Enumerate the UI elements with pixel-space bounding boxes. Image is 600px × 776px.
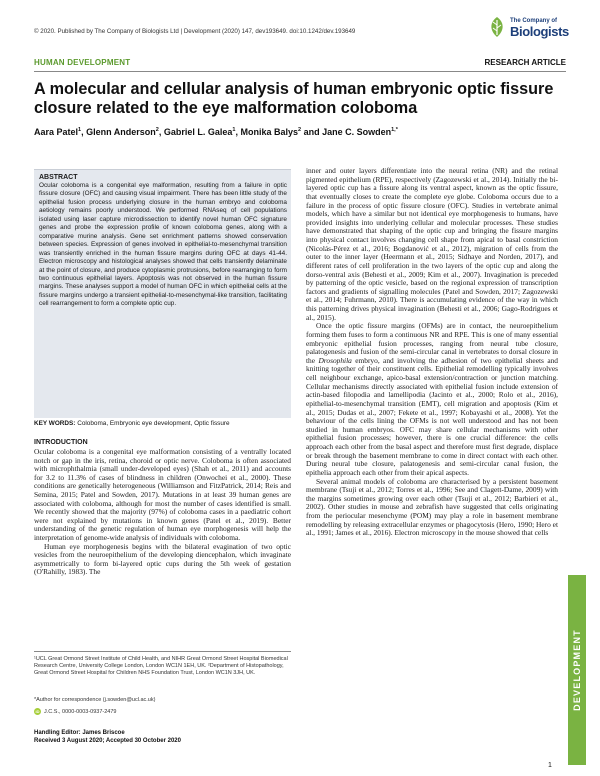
footnote-divider — [34, 651, 291, 652]
copyright-line: © 2020. Published by The Company of Biologists Ltd | Development (2020) 147, dev193649. doi:10.1242/dev.193649 — [34, 28, 356, 35]
header-divider — [34, 71, 566, 72]
orcid-icon: iD — [35, 709, 40, 714]
orcid-line[interactable] — [34, 708, 291, 715]
right-column-body — [306, 167, 558, 538]
body-paragraph — [306, 322, 558, 477]
author-affiliation-mark: 2 — [298, 127, 302, 133]
affiliations: ¹UCL Great Ormond Street Institute of Child Health, and NIHR Great Ormond Street Hospital Biomedical Research Centre, University College London, London WC1N 1EH, UK. ²Department of Histopathology, Great Ormond Street Hospital for Children NHS Foundation Trust, London WC1N 3JH, UK. — [34, 656, 288, 676]
author-affiliation-mark: 1,* — [391, 127, 398, 133]
keywords — [34, 420, 291, 429]
article-type: RESEARCH ARTICLE — [484, 58, 566, 67]
publisher-logo — [486, 14, 576, 50]
article-title: A molecular and cellular analysis of human embryonic optic fissure closure related to the eye malformation coloboma — [34, 80, 554, 117]
species-name: Drosophila — [318, 355, 352, 365]
introduction-body — [34, 448, 291, 577]
author-affiliation-mark: 1 — [78, 127, 82, 133]
abstract-heading: ABSTRACT — [39, 174, 78, 181]
body-text: Once the optic fissure margins (OFMs) are in contact, the neuroepithelium forming them fuses to form a continuous NR and RPE. This is one of many essential embryonic epithelial fusion processes, ranging from neural tube closure, palatogenesis and fusion of the semi-circular canal in vertebrates to dorsal closure in the — [306, 321, 558, 365]
logo-line2: Biologists — [510, 24, 569, 39]
logo-line1: The Company of — [510, 18, 558, 24]
abstract-text: Ocular coloboma is a congenital eye malformation, resulting from a failure in optic fissure closure (OFC) and causing visual impairment. There has been little study of the epithelial fusion process underlying closure in the human embryo and coloboma aetiology remains poorly understood. We performed RNAseq of cell populations isolated using laser capture microdissection to identify novel human OFC signature genes and probe the expression profile of known coloboma genes, along with a comparative murine analysis. Gene set enrichment patterns showed conservation between species. Expression of genes involved in epithelial-to-mesenchymal transition was transiently enriched in the human fissure margins during OFC at days 41-44. Electron microscopy and histological analyses showed that cells transiently delaminate at the point of closure, and produce cytoplasmic protrusions, before rearranging to form two continuous epithelial layers. Apoptosis was not observed in the human fissure margins. These analyses support a model of human OFC in which epithelial cells at the fissure margins undergo a transient epithelial-to-mesenchymal-like transition, facilitating cell rearrangement to form a complete optic cup. — [39, 182, 287, 308]
author: Gabriel L. Galea — [163, 127, 233, 137]
page-number: 1 — [548, 762, 552, 769]
orcid-text: J.C.S., 0000-0003-0937-2479 — [44, 708, 117, 715]
author-separator: , — [158, 127, 164, 137]
received-dates: Received 3 August 2020; Accepted 30 October 2020 — [34, 738, 181, 744]
introduction-heading: INTRODUCTION — [34, 439, 88, 446]
author-list — [34, 127, 554, 137]
journal-sidebar-tab — [568, 575, 586, 765]
abstract-box — [34, 169, 291, 418]
keywords-label: KEY WORDS: — [34, 420, 76, 427]
author-separator: and — [301, 127, 323, 137]
corresponding-author[interactable]: *Author for correspondence (j.sowden@ucl.ac.uk) — [34, 697, 156, 703]
body-text: embryo, and involving the adhesion of two epithelial sheets and knitting together of their constituent cells. Epithelial remodelling typically involves cell neighbour exchange, apico-basal extension/contraction or junction matching. Cellular mechanisms directly associated with epithelial fusion include extension of actin-based filopodia and lamellipodia (Jacinto et al., 2000; Rolo et al., 2016), epithelial-to-mesenchymal transition (EMT), cell migration and apoptosis (Kim et al., 2015; Dudas et al., 2007; Fekete et al., 1997; Kobayashi et al., 2008). Yet the behaviour of the cells lining the OFMs is not well understood and has not been studied in human embryos. OFC may share cellular mechanisms with other epithelial fusion processes; however, there is one crucial difference: the cells approach each other from the basal aspect and therefore must first degrade, displace or break through the basement membrane to come in direct contact with each other. During neural tube closure, palatogenesis and semi-circular canal fusion, the epithelia approach each other from their apical aspects. — [306, 355, 558, 477]
author-separator: , — [235, 127, 241, 137]
author-separator: , — [81, 127, 87, 137]
author: Aara Patel — [34, 127, 79, 137]
author: Jane C. Sowden — [322, 127, 392, 137]
author-affiliation-mark: 1 — [232, 127, 236, 133]
author-affiliation-mark: 2 — [155, 127, 159, 133]
body-paragraph: Several animal models of coloboma are characterised by a persistent basement membrane (Tsuji et al., 2012; Torres et al., 1996; See and Clagett-Dame, 2009) with the margins sometimes growing over each other (Tsuji et al., 2012; Barbieri et al., 2002). Other studies in mouse and zebrafish have suggested that cells originating from the periocular mesenchyme (POM) may play a role in basement membrane remodelling by releasing extracellular enzymes or phagocytosis (Hero, 1990; Hero et al., 1991; James et al., 2016). Electron microscopy in the mouse showed that cells — [306, 476, 558, 538]
body-paragraph: inner and outer layers differentiate into the neural retina (NR) and the retinal pigmented epithelium (RPE), respectively (Zagozewski et al., 2014). Initially the bi-layered optic cup has a fissure along its ventral aspect, known as the optic fissure, that eventually closes to create the complete eye globe. Coloboma occurs due to a failure in the process of optic fissure closure (OFC). Studies in vertebrate animal models, which have a similar but not identical eye morphogenesis to humans, have provided insights into underlying cellular and molecular processes. These studies have demonstrated that shaping of the optic cup and bringing the fissure margins into physical contact involves changing cell shape from apical to basal constriction (Nicolás-Pérez et al., 2016; Bogdanović et al., 2012), migration of cells from the outer to the inner layer (Heermann et al., 2015; Sidhaye and Norden, 2017), and different rates of cell proliferation in the two layers of the optic cup and along the dorso-ventral axis (Behesti et al., 2009; Kim et al., 2007). Invagination is preceded by patterning of the optic vesicle, based on the regional expression of transcription factors and gradients of signalling molecules (Patel and Sowden, 2017; Zagozewski et al., 2014; Fuhrmann, 2010). There is accumulating evidence of the way in which this patterning drives physical invagination (Behesti et al., 2006; Gago-Rodrigues et al., 2015). — [306, 166, 558, 322]
sidebar-label: DEVELOPMENT — [572, 629, 582, 711]
keywords-text: Coloboma, Embryonic eye development, Optic fissure — [75, 420, 230, 427]
author: Monika Balys — [240, 127, 298, 137]
author: Glenn Anderson — [86, 127, 156, 137]
handling-editor: Handling Editor: James Briscoe — [34, 730, 125, 736]
intro-paragraph: Human eye morphogenesis begins with the bilateral evagination of two optic vesicles from the neuroepithelium of the developing diencephalon, which invaginate asymmetrically to form bi-layered optic cups during the 5th week of gestation (O'Rahilly, 1983). The — [34, 541, 291, 577]
logo-mark-icon — [486, 16, 508, 38]
journal-section: HUMAN DEVELOPMENT — [34, 58, 131, 67]
intro-paragraph: Ocular coloboma is a congenital eye malformation consisting of a ventrally located notch or gap in the iris, retina, choroid or optic nerve. Coloboma is often associated with microphthalmia (small under-developed eyes) (Shah et al., 2011) and accounts for 3.2 to 11.3% of cases of blindness in children (Onwochei et al., 2000). These conditions are genetically heterogeneous (Williamson and FitzPatrick, 2014; Reis and Semina, 2015; Patel and Sowden, 2017). Mutations in at least 39 human genes are associated with coloboma, although for most the number of cases identified is small. We recently showed that the majority (97%) of coloboma cases in a paediatric cohort were not explained by mutations in known genes (Patel et al., 2019). Better understanding of the genetic regulation of human eye morphogenesis will help the interpretation of genome-wide analysis of individuals with coloboma. — [34, 447, 291, 542]
